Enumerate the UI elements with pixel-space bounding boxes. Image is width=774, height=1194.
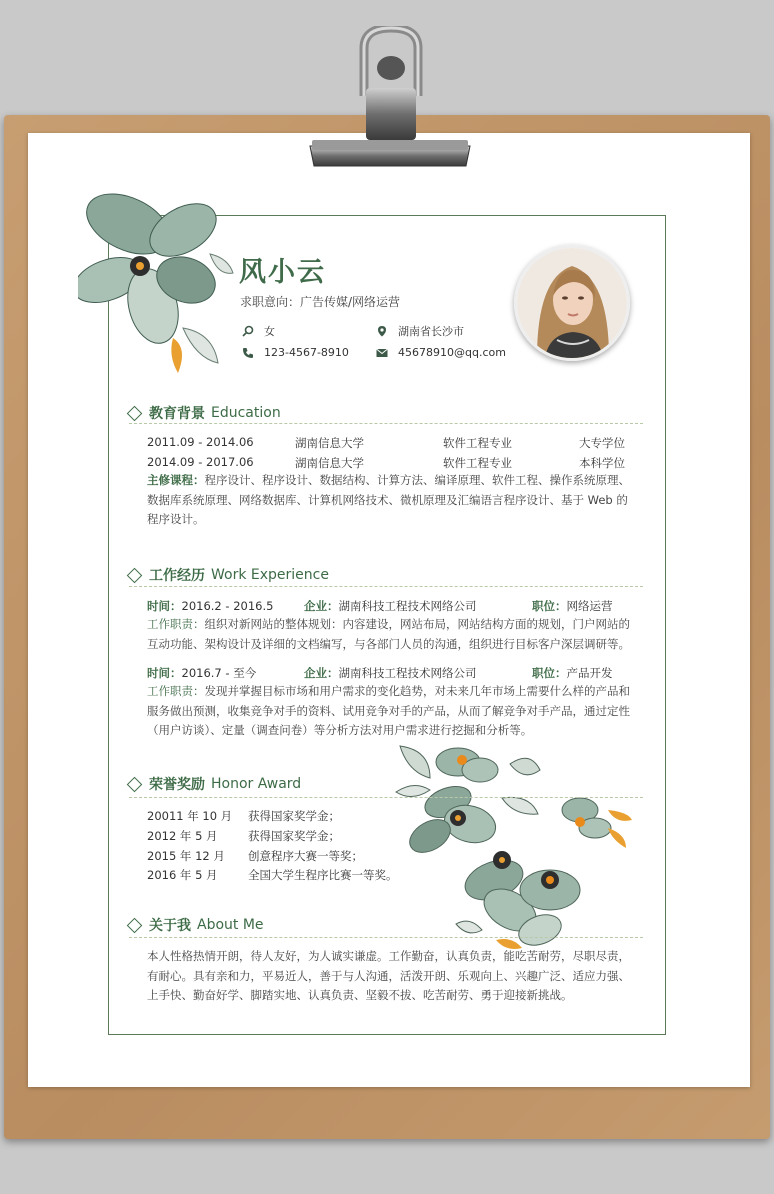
avatar (514, 245, 630, 361)
honor-text: 获得国家奖学金； (248, 809, 340, 823)
location-info (376, 323, 464, 339)
duty-text: 组织对新网站的整体规划：内容建设，网站布局，网站结构方面的规划，门户网站的互动功能、架构设计及详细的文档编写，与各部门人员的沟通，组织进行目标客户深层调研等。 (147, 617, 630, 651)
section-divider (129, 937, 643, 938)
company-label: 企业： (304, 599, 339, 613)
about-title-cn: 关于我 (149, 918, 191, 934)
job-position (532, 598, 613, 614)
job-time (147, 598, 273, 614)
email-info (376, 346, 506, 359)
honor-date: 2016 年 5 月 (147, 868, 218, 882)
honor-section-title (129, 774, 301, 794)
company-label: 企业： (304, 666, 339, 680)
phone-info (242, 346, 349, 359)
candidate-name: 风小云 (239, 257, 326, 288)
email-icon (376, 347, 388, 359)
gender-icon (242, 325, 254, 337)
education-section-title (129, 403, 281, 423)
portrait-image (517, 248, 627, 358)
job-position (532, 665, 613, 681)
position-value: 网络运营 (566, 599, 613, 613)
diamond-icon (127, 776, 143, 792)
binder-clip-icon (306, 26, 474, 176)
work-title-cn: 工作经历 (149, 568, 205, 584)
location-text: 湖南省长沙市 (398, 325, 464, 338)
honor-text: 创意程序大赛一等奖； (248, 849, 363, 863)
job-duty (147, 615, 637, 654)
courses-label: 主修课程： (147, 473, 205, 487)
duty-label: 工作职责： (147, 617, 205, 631)
job-company (304, 665, 477, 681)
phone-text: 123-4567-8910 (264, 346, 349, 359)
edu-degree: 本科学位 (579, 456, 625, 470)
honor-title-cn: 荣誉奖励 (149, 777, 205, 793)
honor-date: 20011 年 10 月 (147, 809, 233, 823)
education-title-en: Education (211, 405, 281, 421)
position-label: 职位： (532, 599, 567, 613)
diamond-icon (127, 405, 143, 421)
job-objective: 求职意向：广告传媒/网络运营 (240, 295, 401, 309)
section-divider (129, 423, 643, 424)
edu-degree: 大专学位 (579, 436, 625, 450)
edu-major: 软件工程专业 (443, 456, 512, 470)
honor-date: 2012 年 5 月 (147, 829, 218, 843)
edu-period: 2011.09 - 2014.06 (147, 435, 254, 449)
honor-text: 全国大学生程序比赛一等奖。 (248, 868, 398, 882)
edu-school: 湖南信息大学 (295, 456, 364, 470)
honor-date: 2015 年 12 月 (147, 849, 225, 863)
flower-cluster-icon (390, 740, 636, 955)
phone-icon (242, 347, 254, 359)
work-section-title (129, 565, 329, 585)
email-text: 45678910@qq.com (398, 346, 506, 359)
time-label: 时间： (147, 599, 182, 613)
about-title-en: About Me (197, 917, 264, 933)
edu-school: 湖南信息大学 (295, 436, 364, 450)
duty-text: 发现并掌握目标市场和用户需求的变化趋势，对未来几年市场上需要什么样的产品和服务做出预测，收集竞争对手的资料、试用竞争对手的产品，从而了解竞争对手产品，通过定性（用户访谈）、定量（调查问卷）等分析方法对用户需求进行挖掘和分析等。 (147, 684, 630, 737)
section-divider (129, 797, 643, 798)
time-value: 2016.2 - 2016.5 (181, 599, 274, 613)
courses-paragraph (147, 471, 637, 530)
edu-major: 软件工程专业 (443, 436, 512, 450)
time-label: 时间： (147, 666, 182, 680)
company-value: 湖南科技工程技术网络公司 (338, 666, 477, 680)
about-section-title (129, 915, 264, 935)
courses-text: 程序设计、程序设计、数据结构、计算方法、编译原理、软件工程、操作系统原理、数据库系统原理、网络数据库、计算机网络技术、微机原理及汇编语言程序设计、基于 Web 的程序设计。 (147, 473, 630, 526)
diamond-icon (127, 917, 143, 933)
position-value: 产品开发 (566, 666, 613, 680)
education-title-cn: 教育背景 (149, 406, 205, 422)
time-value: 2016.7 - 至今 (181, 666, 257, 680)
gender-text: 女 (264, 325, 275, 338)
about-paragraph: 本人性格热情开朗，待人友好，为人诚实谦虚。工作勤奋，认真负责，能吃苦耐劳，尽职尽责，有耐心。具有亲和力，平易近人，善于与人沟通，活泼开朗、乐观向上、兴趣广泛、适应力强、上手快、勤奋好学、脚踏实地、认真负责、坚毅不拔、吃苦耐劳、勇于迎接新挑战。 (147, 949, 630, 1002)
company-value: 湖南科技工程技术网络公司 (338, 599, 477, 613)
location-pin-icon (376, 325, 388, 337)
section-divider (129, 586, 643, 587)
job-time (147, 665, 256, 681)
duty-label: 工作职责： (147, 684, 205, 698)
honor-title-en: Honor Award (211, 776, 302, 792)
job-company (304, 598, 477, 614)
diamond-icon (127, 567, 143, 583)
flower-decoration-icon (78, 188, 238, 378)
position-label: 职位： (532, 666, 567, 680)
job-duty (147, 682, 637, 741)
gender-info (242, 323, 275, 339)
edu-period: 2014.09 - 2017.06 (147, 455, 254, 469)
honor-text: 获得国家奖学金； (248, 829, 340, 843)
work-title-en: Work Experience (211, 567, 329, 583)
